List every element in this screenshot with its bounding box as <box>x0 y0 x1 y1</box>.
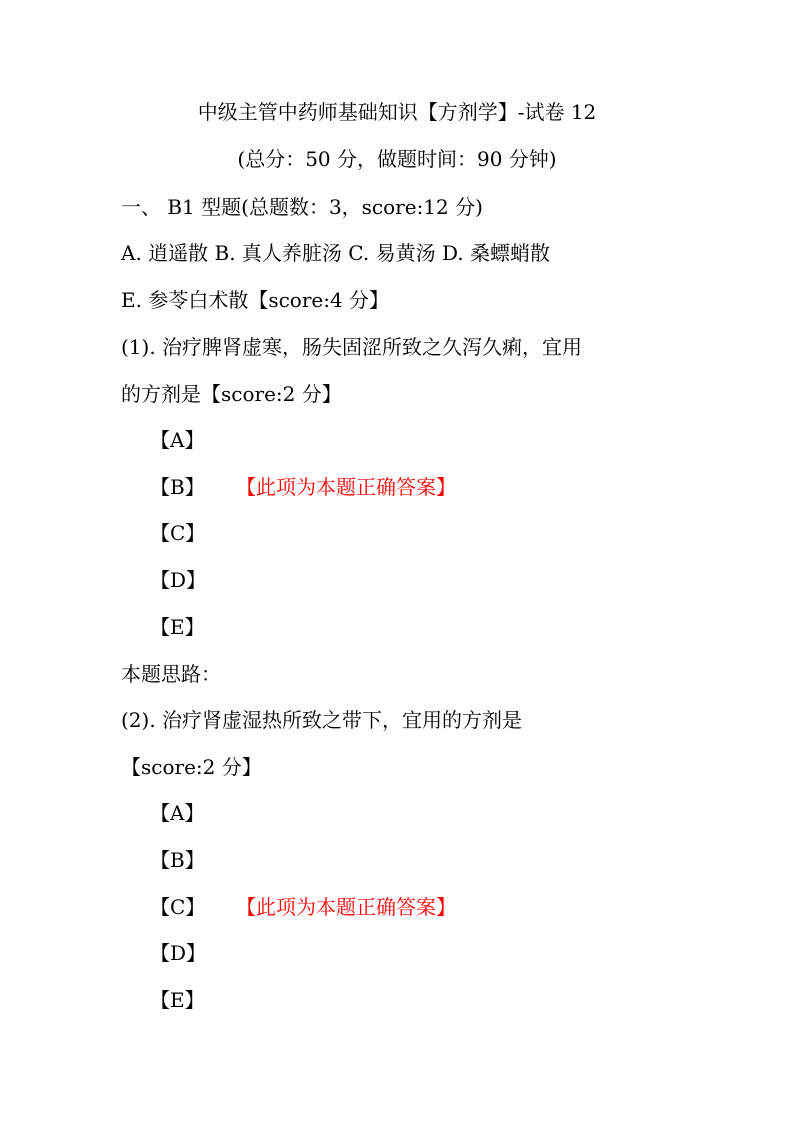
question-1-text-line-1: (1). 治疗脾肾虚寒，肠失固涩所致之久泻久痢，宜用 <box>121 335 583 359</box>
question-2-option-b[interactable]: 【B】 <box>150 848 205 872</box>
question-2-text-line-2: 【score:2 分】 <box>121 755 262 779</box>
question-1-option-c[interactable]: 【C】 <box>150 521 206 545</box>
choices-line-1: A. 逍遥散 B. 真人养脏汤 C. 易黄汤 D. 桑螵蛸散 <box>121 241 550 265</box>
page-subtitle: (总分：50 分，做题时间：90 分钟) <box>237 147 557 171</box>
section-heading: 一、 B1 型题(总题数：3，score:12 分) <box>121 195 483 219</box>
question-2-option-d[interactable]: 【D】 <box>150 941 207 965</box>
question-1-option-d[interactable]: 【D】 <box>150 568 207 592</box>
question-1-option-a[interactable]: 【A】 <box>150 428 205 452</box>
question-1-option-e[interactable]: 【E】 <box>150 615 205 639</box>
question-2-correct-answer-marker: 【此项为本题正确答案】 <box>236 895 456 919</box>
question-1-option-b[interactable]: 【B】 <box>150 475 205 499</box>
question-2-option-a[interactable]: 【A】 <box>150 801 205 825</box>
question-2-option-e[interactable]: 【E】 <box>150 988 205 1012</box>
page-title: 中级主管中药师基础知识【方剂学】-试卷 12 <box>197 100 597 124</box>
question-1-correct-answer-marker: 【此项为本题正确答案】 <box>236 475 456 499</box>
question-1-analysis: 本题思路： <box>121 662 221 686</box>
question-2-option-c[interactable]: 【C】 <box>150 895 206 919</box>
question-1-text-line-2: 的方剂是【score:2 分】 <box>121 382 342 406</box>
question-2-text-line-1: (2). 治疗肾虚湿热所致之带下，宜用的方剂是 <box>121 708 523 732</box>
choices-line-2: E. 参苓白术散【score:4 分】 <box>121 288 390 312</box>
